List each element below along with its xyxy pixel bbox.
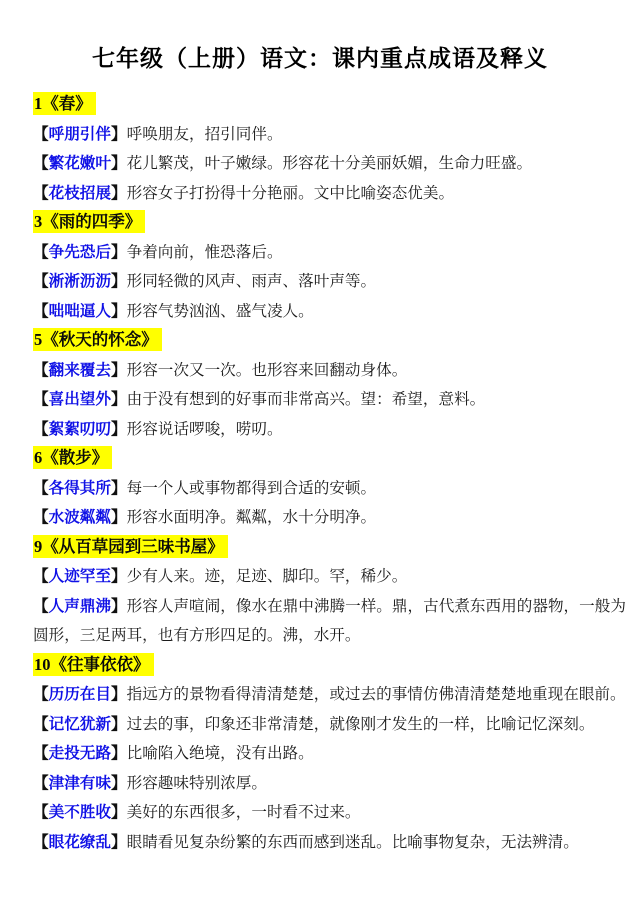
idiom-term: 各得其所 — [48, 479, 111, 497]
idiom-term: 争先恐后 — [48, 243, 111, 261]
idiom-definition: 少有人来。迹，足迹、脚印。罕，稀少。 — [126, 568, 408, 585]
idiom-term: 繁花嫩叶 — [48, 155, 111, 172]
lesson-section — [33, 651, 626, 858]
idiom-term: 走投无路 — [48, 745, 111, 762]
lesson-section — [33, 326, 626, 444]
idiom-bracket-open: 【 — [33, 361, 49, 379]
idiom-entry — [33, 562, 626, 592]
idiom-entry — [33, 238, 626, 268]
idiom-bracket-open: 【 — [33, 420, 49, 438]
idiom-entry — [33, 356, 626, 386]
idiom-bracket-open: 【 — [33, 568, 49, 585]
section-header: 3《雨的四季》 — [33, 210, 145, 233]
lesson-section — [33, 533, 626, 651]
idiom-term: 水波粼粼 — [48, 509, 111, 526]
idiom-bracket-open: 【 — [33, 715, 49, 733]
idiom-definition: 形容说话啰唆，唠叨。 — [126, 420, 283, 438]
idiom-bracket-open: 【 — [33, 745, 49, 762]
idiom-bracket-close: 】 — [111, 833, 127, 851]
idiom-bracket-open: 【 — [33, 243, 49, 261]
idiom-term: 人迹罕至 — [48, 568, 111, 585]
section-entries — [33, 562, 626, 651]
idiom-term: 美不胜收 — [48, 804, 111, 821]
idiom-bracket-open: 【 — [33, 833, 49, 851]
section-entries — [33, 238, 626, 327]
idiom-term: 花枝招展 — [48, 184, 111, 202]
idiom-bracket-open: 【 — [33, 509, 49, 526]
idiom-bracket-close: 】 — [111, 125, 127, 143]
idiom-entry — [33, 739, 626, 769]
idiom-definition: 美好的东西很多，一时看不过来。 — [126, 804, 361, 821]
idiom-bracket-open: 【 — [33, 774, 49, 792]
idiom-entry — [33, 297, 626, 327]
idiom-bracket-close: 】 — [111, 184, 127, 202]
idiom-entry — [33, 474, 626, 504]
idiom-bracket-close: 】 — [111, 745, 127, 762]
idiom-entry — [33, 503, 626, 533]
idiom-term: 絮絮叨叨 — [48, 420, 111, 438]
idiom-definition: 形容水面明净。粼粼，水十分明净。 — [126, 509, 377, 526]
idiom-definition: 争着向前，惟恐落后。 — [126, 243, 283, 261]
idiom-bracket-open: 【 — [33, 686, 49, 703]
page-title: 七年级（上册）语文：课内重点成语及释义 — [92, 46, 548, 71]
idiom-bracket-close: 】 — [111, 479, 127, 497]
lesson-section — [33, 444, 626, 533]
section-entries — [33, 474, 626, 533]
idiom-definition: 指远方的景物看得清清楚楚，或过去的事情仿佛清清楚楚地重现在眼前。 — [126, 686, 626, 703]
idiom-bracket-close: 】 — [111, 243, 127, 261]
idiom-definition: 过去的事，印象还非常清楚，就像刚才发生的一样，比喻记忆深刻。 — [126, 715, 595, 733]
idiom-bracket-close: 】 — [111, 273, 127, 290]
idiom-bracket-close: 】 — [111, 361, 127, 379]
idiom-bracket-open: 【 — [33, 302, 49, 320]
idiom-entry — [33, 828, 626, 858]
section-header: 9《从百草园到三味书屋》 — [33, 535, 228, 558]
idiom-term: 历历在目 — [48, 686, 111, 703]
idiom-term: 人声鼎沸 — [48, 597, 112, 615]
section-entries — [33, 120, 626, 209]
idiom-term: 呼朋引伴 — [48, 125, 111, 143]
idiom-bracket-close: 】 — [111, 420, 127, 438]
idiom-bracket-close: 】 — [111, 774, 127, 792]
idiom-bracket-close: 】 — [111, 302, 127, 320]
idiom-bracket-close: 】 — [111, 715, 127, 733]
lesson-section — [33, 208, 626, 326]
section-header: 1《春》 — [33, 92, 96, 115]
idiom-bracket-close: 】 — [111, 686, 127, 703]
idiom-definition: 形容人声喧闹，像水在鼎中沸腾一样。鼎，古代煮东西用的器物，一般为圆形，三足两耳，也有方形四足的。沸，水开。 — [33, 597, 626, 644]
section-header: 10《往事依依》 — [33, 653, 154, 676]
idiom-bracket-close: 】 — [111, 804, 127, 821]
section-header-row — [33, 651, 626, 681]
idiom-bracket-open: 【 — [33, 391, 49, 408]
idiom-term: 眼花缭乱 — [48, 833, 111, 851]
idiom-bracket-open: 【 — [33, 155, 49, 172]
section-header-row — [33, 533, 626, 563]
idiom-definition: 呼唤朋友，招引同伴。 — [126, 125, 283, 143]
section-header: 5《秋天的怀念》 — [33, 328, 162, 351]
section-header-row — [33, 208, 626, 238]
idiom-bracket-close: 】 — [111, 391, 127, 408]
lesson-section — [33, 90, 626, 208]
idiom-definition: 由于没有想到的好事而非常高兴。望：希望，意料。 — [126, 391, 486, 408]
idiom-entry — [33, 179, 626, 209]
idiom-definition: 每一个人或事物都得到合适的安顿。 — [126, 479, 377, 497]
idiom-entry — [33, 769, 626, 799]
idiom-bracket-open: 【 — [33, 597, 49, 615]
idiom-bracket-open: 【 — [33, 479, 49, 497]
idiom-entry — [33, 385, 626, 415]
section-header-row — [33, 90, 626, 120]
section-header-row — [33, 326, 626, 356]
idiom-entry — [33, 267, 626, 297]
idiom-bracket-close: 】 — [111, 568, 127, 585]
idiom-bracket-open: 【 — [33, 273, 49, 290]
idiom-definition: 眼睛看见复杂纷繁的东西而感到迷乱。比喻事物复杂，无法辨清。 — [126, 833, 579, 851]
idiom-bracket-close: 】 — [111, 597, 127, 615]
idiom-entry — [33, 680, 626, 710]
section-header-row — [33, 444, 626, 474]
idiom-term: 淅淅沥沥 — [48, 273, 111, 290]
section-entries — [33, 356, 626, 445]
section-header: 6《散步》 — [33, 446, 112, 469]
idiom-bracket-close: 】 — [111, 509, 127, 526]
idiom-definition: 花儿繁茂，叶子嫩绿。形容花十分美丽妖媚，生命力旺盛。 — [126, 155, 533, 172]
idiom-definition: 形容气势汹汹、盛气凌人。 — [126, 302, 314, 320]
idiom-definition: 形容趣味特别浓厚。 — [126, 774, 267, 792]
idiom-bracket-open: 【 — [33, 125, 49, 143]
idiom-entry — [33, 415, 626, 445]
sections-container — [33, 90, 626, 857]
idiom-definition: 比喻陷入绝境，没有出路。 — [126, 745, 314, 762]
idiom-entry — [33, 149, 626, 179]
idiom-bracket-open: 【 — [33, 804, 49, 821]
idiom-term: 咄咄逼人 — [48, 302, 111, 320]
idiom-entry — [33, 798, 626, 828]
section-entries — [33, 680, 626, 857]
idiom-entry — [33, 710, 626, 740]
idiom-bracket-open: 【 — [33, 184, 49, 202]
idiom-term: 喜出望外 — [48, 391, 111, 408]
idiom-term: 翻来覆去 — [48, 361, 111, 379]
idiom-term: 记忆犹新 — [48, 715, 111, 733]
idiom-entry — [33, 592, 626, 651]
idiom-definition: 形容一次又一次。也形容来回翻动身体。 — [126, 361, 408, 379]
idiom-term: 津津有味 — [48, 774, 111, 792]
idiom-entry — [33, 120, 626, 150]
idiom-definition: 形同轻微的风声、雨声、落叶声等。 — [126, 273, 377, 290]
idiom-bracket-close: 】 — [111, 155, 127, 172]
idiom-definition: 形容女子打扮得十分艳丽。文中比喻姿态优美。 — [126, 184, 455, 202]
